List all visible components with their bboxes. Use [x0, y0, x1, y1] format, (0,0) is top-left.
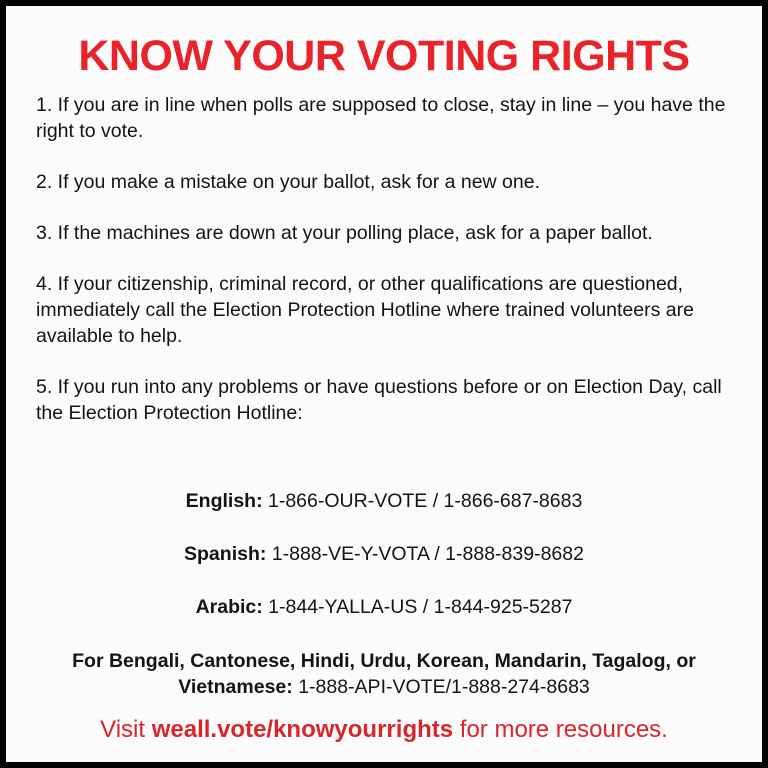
- resources-link[interactable]: weall.vote/knowyourrights: [151, 716, 454, 743]
- hotline-english: [26, 488, 742, 514]
- hotline-number: 1-888-API-VOTE/1-888-274-8683: [298, 676, 590, 698]
- hotline-number: 1-844-YALLA-US / 1-844-925-5287: [268, 596, 573, 618]
- hotline-other-languages: [26, 648, 742, 700]
- right-item-1: 1. If you are in line when polls are supposed to close, stay in line – you have the right to vote.: [36, 94, 726, 142]
- hotline-language: For Bengali, Cantonese, Hindi, Urdu, Korean, Mandarin, Tagalog, or Vietnamese:: [72, 650, 696, 698]
- hotline-number: 1-866-OUR-VOTE / 1-866-687-8683: [268, 490, 583, 512]
- hotline-language: English:: [185, 490, 263, 512]
- footer-prefix: Visit: [100, 716, 146, 743]
- hotline-spanish: [26, 541, 742, 567]
- hotline-language: Spanish:: [184, 543, 267, 565]
- footer-suffix: for more resources.: [459, 716, 668, 743]
- page-title: KNOW YOUR VOTING RIGHTS: [78, 32, 690, 80]
- flyer-card: [6, 6, 762, 762]
- right-item-3: 3. If the machines are down at your polling place, ask for a paper ballot.: [36, 222, 653, 244]
- hotline-arabic: [26, 594, 742, 620]
- footer-resources: [6, 715, 762, 745]
- right-item-2: 2. If you make a mistake on your ballot, ask for a new one.: [36, 171, 541, 193]
- hotline-number: 1-888-VE-Y-VOTA / 1-888-839-8682: [271, 543, 584, 565]
- right-item-5: 5. If you run into any problems or have questions before or on Election Day, call the Election Protection Hotline:: [36, 376, 722, 424]
- rights-list: [36, 92, 734, 451]
- hotline-language: Arabic:: [195, 596, 263, 618]
- right-item-4: 4. If your citizenship, criminal record, or other qualifications are questioned, immediately call the Election Protection Hotline where trained volunteers are available to help.: [36, 273, 694, 347]
